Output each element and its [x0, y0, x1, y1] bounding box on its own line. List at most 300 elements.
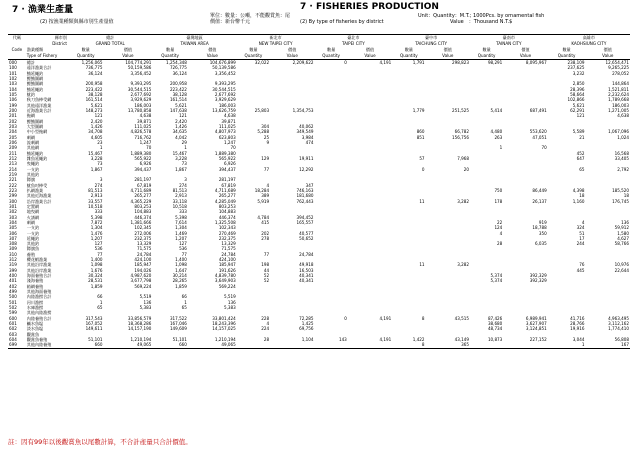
- cell-value: 71,575: [137, 246, 152, 252]
- cell-quantity: 1,676: [90, 267, 103, 273]
- cell-quantity: 148,273: [85, 107, 103, 113]
- cell-value: 392,329: [529, 278, 547, 284]
- cell-value: 4,191: [379, 337, 392, 343]
- cell-value: 186,003: [134, 102, 152, 108]
- cell-value: 1,271,005: [608, 107, 629, 113]
- row-fishery-type: 內陸養殖合計: [26, 315, 52, 321]
- cell-quantity: 28: [263, 337, 270, 343]
- row-code: 104: [9, 86, 17, 92]
- row-fishery-type: 鰹鮪圍網: [26, 81, 44, 87]
- header-district-3-zh: 臺北市: [314, 35, 392, 42]
- header-district-zh: 縣市別: [26, 35, 68, 42]
- cell-value: 13,329: [137, 241, 152, 247]
- cell-value: 4,963,495: [608, 315, 629, 321]
- header-value-zh: 價值: [603, 47, 612, 52]
- header-quantity-en: Quantity: [237, 53, 270, 60]
- row-code: 105: [9, 91, 17, 97]
- row-fishery-type: 鮪延繩釣: [26, 150, 44, 156]
- cell-quantity: 28,265: [172, 278, 187, 284]
- cell-quantity: 1,426: [175, 123, 187, 129]
- cell-value: 272,006: [134, 230, 152, 236]
- cell-quantity: 1,867: [175, 166, 187, 172]
- row-fishery-type: 鰹鮪圍網: [26, 75, 44, 81]
- cell-value: 4,627: [617, 235, 629, 241]
- cell-quantity: 244: [576, 241, 585, 247]
- row-fishery-type: 定置網: [26, 203, 40, 209]
- cell-value: 919: [538, 219, 547, 225]
- cell-value: 446,374: [218, 214, 236, 220]
- cell-quantity: 48,734: [487, 326, 503, 332]
- cell-quantity: 7,614: [175, 219, 187, 225]
- cell-quantity: 22: [497, 219, 503, 225]
- row-fishery-type: 其他海面養殖: [26, 289, 52, 295]
- cell-value: 26,137: [532, 198, 547, 204]
- cell-quantity: 8: [421, 315, 425, 321]
- cell-quantity: 2,420: [175, 118, 187, 124]
- row-fishery-type: 刺網: [26, 219, 35, 225]
- row-code: 499: [9, 289, 17, 295]
- cell-quantity: 167,046: [169, 321, 187, 327]
- row-code: 300: [9, 198, 17, 204]
- cell-value: 181,680: [296, 193, 314, 199]
- cell-value: 185,520: [612, 187, 629, 193]
- cell-value: 5,383: [139, 305, 152, 311]
- header-quantity-zh: 數量: [562, 47, 571, 52]
- header-district-2-zh: 新北市: [237, 35, 315, 42]
- cell-value: 270,469: [218, 230, 236, 236]
- cell-value: 424,100: [134, 257, 152, 263]
- header-value-en: Value: [188, 53, 237, 60]
- header-value-zh: 價值: [208, 47, 217, 52]
- cell-quantity: 73: [97, 161, 103, 167]
- cell-quantity: 81,513: [88, 187, 103, 193]
- cell-quantity: 1,207: [90, 235, 103, 241]
- cell-quantity: 28,766: [570, 321, 585, 327]
- cell-quantity: 36,124: [172, 70, 187, 76]
- cell-quantity: 149,609: [169, 326, 187, 332]
- cell-quantity: 333: [179, 209, 187, 215]
- cell-quantity: 5,621: [572, 102, 585, 108]
- cell-quantity: 1: [99, 299, 103, 305]
- cell-value: 33,405: [614, 155, 629, 161]
- header-district-2-en: NEW TAIPEI CITY: [258, 41, 293, 46]
- cell-quantity: 161,514: [85, 97, 103, 103]
- cell-quantity: 4,605: [90, 134, 103, 140]
- cell-value: 565,922: [134, 155, 152, 161]
- cell-quantity: 5,398: [175, 214, 187, 220]
- page-title-zh: 7 · 漁業生產量: [12, 5, 73, 15]
- cell-value: 47,051: [532, 134, 547, 140]
- cell-quantity: 2,913: [175, 193, 187, 199]
- row-code: 312: [9, 257, 17, 263]
- cell-value: 20: [463, 166, 469, 172]
- cell-quantity: 29: [181, 139, 187, 145]
- header-quantity-zh: 數量: [249, 47, 258, 52]
- cell-value: 3,627,907: [525, 321, 547, 327]
- cell-value: 67,819: [137, 182, 152, 188]
- row-fishery-type: 其他沿岸漁業: [26, 267, 52, 273]
- cell-value: 803,253: [134, 203, 152, 209]
- cell-quantity: 25: [263, 134, 270, 140]
- cell-quantity: [237, 342, 270, 348]
- cell-value: 5,383: [224, 305, 236, 311]
- cell-value: 3,112,162: [608, 321, 629, 327]
- cell-quantity: 1,098: [175, 262, 187, 268]
- cell-value: 2,677,692: [214, 91, 236, 97]
- row-code: 603: [9, 331, 17, 337]
- cell-value: 623,803: [218, 134, 236, 140]
- cell-value: 1,580: [617, 230, 629, 236]
- row-code: 221: [9, 177, 17, 183]
- row-code: 309: [9, 246, 17, 252]
- row-fishery-type: 鰹鮪圍網: [26, 118, 44, 124]
- cell-quantity: [470, 342, 503, 348]
- row-code: 307: [9, 235, 17, 241]
- header-value-en: Value: [104, 53, 153, 60]
- cell-value: 349,549: [296, 129, 314, 135]
- cell-value: 18,368,286: [127, 321, 152, 327]
- cell-value: 39,871: [137, 118, 152, 124]
- cell-value: 1,381,666: [130, 219, 152, 225]
- header-value-en: Value: [585, 53, 630, 60]
- cell-quantity: 52: [263, 273, 270, 279]
- cell-value: 394,452: [296, 214, 314, 220]
- cell-quantity: 57: [419, 155, 425, 161]
- cell-quantity: 38,680: [487, 321, 503, 327]
- cell-value: 281,197: [134, 177, 152, 183]
- cell-value: 70: [541, 145, 547, 151]
- cell-quantity: 1,160: [572, 198, 585, 204]
- cell-quantity: 147,638: [169, 107, 187, 113]
- cell-quantity: 3,228: [175, 155, 187, 161]
- cell-value: 232,375: [218, 235, 236, 241]
- row-fishery-type: 鮪延繩釣: [26, 70, 44, 76]
- row-fishery-type: 內陸漁撈合計: [26, 294, 52, 300]
- cell-quantity: 102,866: [567, 97, 585, 103]
- header-district-5-en: TAINAN CITY: [496, 41, 522, 46]
- row-fishery-type: 拖網: [26, 113, 35, 119]
- row-code: 602: [9, 326, 17, 332]
- cell-value: 16,568: [614, 150, 629, 156]
- cell-value: 1,889,380: [214, 150, 236, 156]
- row-fishery-type: 其他近海漁業: [26, 193, 52, 199]
- header-quantity-en: Quantity: [548, 53, 586, 60]
- cell-quantity: 389: [261, 193, 270, 199]
- cell-quantity: 317,543: [85, 315, 103, 321]
- row-code: 310: [9, 251, 17, 257]
- cell-quantity: 17: [579, 235, 585, 241]
- cell-value: 1,521,811: [608, 86, 629, 92]
- cell-value: 227,152: [529, 337, 547, 343]
- cell-quantity: 237,625: [567, 65, 585, 71]
- cell-quantity: 15,467: [172, 150, 187, 156]
- cell-quantity: 304: [261, 123, 270, 129]
- cell-quantity: 51,101: [88, 337, 103, 343]
- row-code: 214: [9, 166, 17, 172]
- row-code: 212: [9, 155, 17, 161]
- cell-value: 4,285,049: [214, 198, 236, 204]
- cell-quantity: 34,708: [88, 129, 103, 135]
- cell-value: 1,104: [301, 337, 314, 343]
- header-quantity-zh: 數量: [327, 47, 336, 52]
- row-fishery-type: 箱網養殖: [26, 283, 44, 289]
- cell-value: 716,762: [134, 134, 152, 140]
- row-fishery-type: 海面養殖合計: [26, 273, 52, 279]
- cell-quantity: 4,480: [490, 129, 503, 135]
- cell-quantity: 77: [97, 251, 103, 257]
- cell-value: 67,819: [221, 182, 236, 188]
- cell-value: 3,356,452: [130, 70, 152, 76]
- cell-quantity: 1,791: [412, 60, 425, 65]
- cell-quantity: 98,291: [487, 60, 503, 65]
- fisheries-table-container: [8, 34, 630, 349]
- row-code: 000: [9, 60, 17, 65]
- cell-quantity: 34,635: [172, 129, 187, 135]
- header-quantity-zh: 數量: [404, 47, 413, 52]
- cell-value: 1,325,508: [214, 219, 236, 225]
- header-district-6-en: KAOHSIUNG CITY: [571, 41, 607, 46]
- cell-value: 104,774,291: [125, 60, 152, 65]
- cell-quantity: 4: [499, 230, 503, 236]
- cell-quantity: 1: [99, 145, 103, 151]
- row-fishery-type: 櫻花蝦漁業: [26, 257, 48, 263]
- cell-value: 144,864: [612, 81, 629, 87]
- row-code: 600: [9, 315, 17, 321]
- cell-quantity: 143: [338, 337, 347, 343]
- cell-value: 66,782: [454, 129, 469, 135]
- cell-value: 49,065: [104, 342, 153, 348]
- cell-value: 5,519: [224, 294, 236, 300]
- row-fishery-type: 觀賞魚: [26, 331, 40, 337]
- cell-quantity: 129: [261, 155, 270, 161]
- row-code: 500: [9, 294, 17, 300]
- cell-quantity: 1,304: [90, 225, 103, 231]
- cell-quantity: 445: [576, 267, 585, 273]
- cell-quantity: 1,867: [90, 166, 103, 172]
- cell-value: 50,159,586: [127, 65, 152, 71]
- cell-quantity: 3: [184, 177, 187, 183]
- cell-value: 278,052: [612, 70, 629, 76]
- cell-value: 3,282: [457, 198, 469, 204]
- row-fishery-type: 總計: [26, 60, 35, 65]
- cell-quantity: 18,284: [254, 187, 270, 193]
- cell-value: 6,926: [224, 161, 236, 167]
- header-district-6-zh: 高雄市: [548, 35, 630, 42]
- cell-value: 394,437: [134, 166, 152, 172]
- cell-value: 49,918: [299, 262, 314, 268]
- cell-quantity: 200,958: [85, 81, 103, 87]
- row-code: 399: [9, 267, 17, 273]
- cell-value: 185,947: [218, 262, 236, 268]
- row-fishery-type: 刺網: [26, 134, 35, 140]
- cell-value: 347: [305, 182, 314, 188]
- row-fishery-type: 大型圍網: [26, 123, 44, 129]
- row-code: 199: [9, 102, 17, 108]
- cell-value: 9,265,225: [608, 65, 629, 71]
- row-code: 206: [9, 139, 17, 145]
- cell-value: 1,354,753: [292, 107, 314, 113]
- header-quantity-en: Quantity: [152, 53, 188, 60]
- cell-quantity: 127: [179, 241, 187, 247]
- header-value-zh: 價值: [365, 47, 375, 52]
- cell-quantity: 3: [99, 177, 103, 183]
- cell-value: 33,856,579: [127, 315, 152, 321]
- header-quantity-zh: 數量: [81, 47, 90, 52]
- cell-value: 365: [426, 342, 470, 348]
- row-fishery-type: 其他網: [26, 145, 40, 151]
- cell-value: 136: [621, 219, 629, 225]
- cell-quantity: 178: [494, 198, 503, 204]
- cell-value: 3,929,629: [130, 97, 152, 103]
- row-code: 400: [9, 273, 17, 279]
- cell-value: 86,449: [532, 187, 547, 193]
- cell-value: 298,823: [452, 60, 469, 65]
- cell-value: 59,912: [614, 225, 629, 231]
- cell-quantity: 2,850: [572, 81, 585, 87]
- cell-value: 3,356,452: [214, 70, 236, 76]
- table-body: [8, 60, 630, 349]
- cell-value: 24,784: [137, 251, 152, 257]
- cell-quantity: 66: [181, 294, 187, 300]
- cell-quantity: 860: [416, 129, 425, 135]
- row-code: 211: [9, 150, 17, 156]
- cell-value: 1,889,380: [130, 150, 152, 156]
- value-unit-zh: 價值：新台幣千元: [210, 19, 251, 25]
- cell-value: 13,780,858: [127, 107, 152, 113]
- cell-quantity: 5,374: [490, 273, 503, 279]
- cell-value: 7,968: [457, 155, 469, 161]
- row-fishery-type: 地曳網: [26, 209, 40, 215]
- cell-quantity: 21: [579, 134, 585, 140]
- header-district-1-en: TAIWAN AREA: [180, 41, 209, 46]
- cell-quantity: 647: [576, 155, 585, 161]
- row-code: 306: [9, 230, 17, 236]
- cell-quantity: 1,426: [90, 123, 103, 129]
- cell-quantity: 77: [181, 251, 187, 257]
- header-type-zh: 漁業種類: [26, 47, 44, 52]
- cell-value: 3,929,629: [214, 97, 236, 103]
- cell-quantity: 2,420: [90, 118, 103, 124]
- cell-value: 43,515: [454, 315, 469, 321]
- row-fishery-type: 中小型拖網: [26, 129, 48, 135]
- cell-quantity: 32,022: [254, 60, 270, 65]
- header-quantity-en: Quantity: [68, 53, 104, 60]
- cell-value: 746,163: [296, 187, 314, 193]
- row-fishery-type: 鏢旗: [26, 177, 35, 183]
- cell-quantity: 228: [261, 315, 270, 321]
- row-code: 200: [9, 107, 17, 113]
- cell-quantity: 28,396: [570, 86, 585, 92]
- cell-value: 50,139,586: [212, 65, 236, 71]
- cell-quantity: 1,469: [175, 230, 187, 236]
- cell-quantity: 1: [184, 299, 187, 305]
- cell-quantity: 167,052: [85, 321, 103, 327]
- header-district-4-en: TAICHUNG CITY: [415, 41, 447, 46]
- header-value-en: Value: [503, 53, 547, 60]
- cell-value: 3,677,798: [130, 278, 152, 284]
- cell-value: 1,247: [139, 139, 152, 145]
- cell-value: 70: [146, 145, 152, 151]
- row-fishery-type: 扒網漁業: [26, 187, 44, 193]
- row-fishery-type: 魷釣: [26, 91, 35, 97]
- cell-quantity: 1,647: [175, 267, 187, 273]
- cell-value: 4,191: [379, 315, 392, 321]
- cell-value: 40,062: [299, 123, 314, 129]
- cell-value: 265,277: [134, 193, 152, 199]
- cell-value: 18,788: [532, 225, 547, 231]
- cell-quantity: 28: [497, 241, 503, 247]
- cell-quantity: 1,098: [90, 262, 103, 268]
- cell-value: 49,065: [188, 342, 237, 348]
- cell-value: 4,191: [379, 60, 392, 65]
- header-district-0-zh: 總計: [68, 35, 152, 42]
- cell-value: 803,253: [218, 203, 236, 209]
- cell-quantity: 23: [97, 139, 103, 145]
- cell-value: 102,343: [218, 225, 236, 231]
- cell-value: 281,197: [218, 177, 236, 183]
- row-code: 101: [9, 70, 17, 76]
- header-district-4-zh: 臺中市: [392, 35, 470, 42]
- row-code: 100: [9, 65, 17, 71]
- header-district-5-zh: 臺南市: [470, 35, 548, 42]
- cell-quantity: 1,476: [90, 230, 103, 236]
- cell-value: 3,649,903: [214, 278, 236, 284]
- cell-quantity: 1,207: [175, 235, 187, 241]
- cell-quantity: 1,859: [175, 283, 187, 289]
- cell-value: 13,626,759: [212, 107, 236, 113]
- cell-quantity: 127: [94, 241, 103, 247]
- row-code: 203: [9, 123, 17, 129]
- cell-quantity: 38,128: [88, 91, 103, 97]
- cell-value: 6,926: [139, 161, 152, 167]
- row-code: 308: [9, 241, 17, 247]
- cell-quantity: 15,467: [88, 150, 103, 156]
- row-code: 305: [9, 225, 17, 231]
- row-code: 599: [9, 310, 17, 316]
- cell-value: 9,393,295: [130, 81, 152, 87]
- cell-value: 4,711,689: [130, 187, 152, 193]
- cell-quantity: 51: [579, 230, 585, 236]
- cell-quantity: 58,664: [570, 91, 585, 97]
- cell-value: 1,774,410: [608, 326, 629, 332]
- cell-value: 4,839,780: [214, 273, 236, 279]
- cell-value: 762,443: [296, 198, 314, 204]
- cell-value: 33,801,424: [212, 315, 236, 321]
- row-fishery-type: 火誘網: [26, 214, 40, 220]
- cell-quantity: 9: [266, 139, 270, 145]
- header-value-zh: 價值: [521, 47, 530, 52]
- cell-quantity: 7,872: [90, 219, 103, 225]
- cell-value: 2,232,624: [608, 91, 629, 97]
- cell-value: 14,157,025: [212, 326, 236, 332]
- row-code: 501: [9, 299, 17, 305]
- cell-value: 350: [538, 230, 547, 236]
- row-fishery-type: 遠洋漁業合計: [26, 65, 52, 71]
- cell-value: 104,676,899: [209, 60, 236, 65]
- cell-quantity: 4,784: [257, 214, 270, 220]
- cell-value: 40,577: [299, 230, 314, 236]
- cell-quantity: 726,775: [169, 65, 187, 71]
- cell-quantity: 1: [499, 145, 503, 151]
- cell-quantity: 5,374: [490, 278, 503, 284]
- row-code: 102: [9, 75, 17, 81]
- cell-value: 2,677,692: [130, 91, 152, 97]
- cell-quantity: 4,398: [572, 187, 585, 193]
- cell-value: 12,292: [299, 166, 314, 172]
- cell-quantity: 10,518: [88, 203, 103, 209]
- cell-quantity: 1: [184, 145, 187, 151]
- cell-quantity: 149,611: [85, 326, 103, 332]
